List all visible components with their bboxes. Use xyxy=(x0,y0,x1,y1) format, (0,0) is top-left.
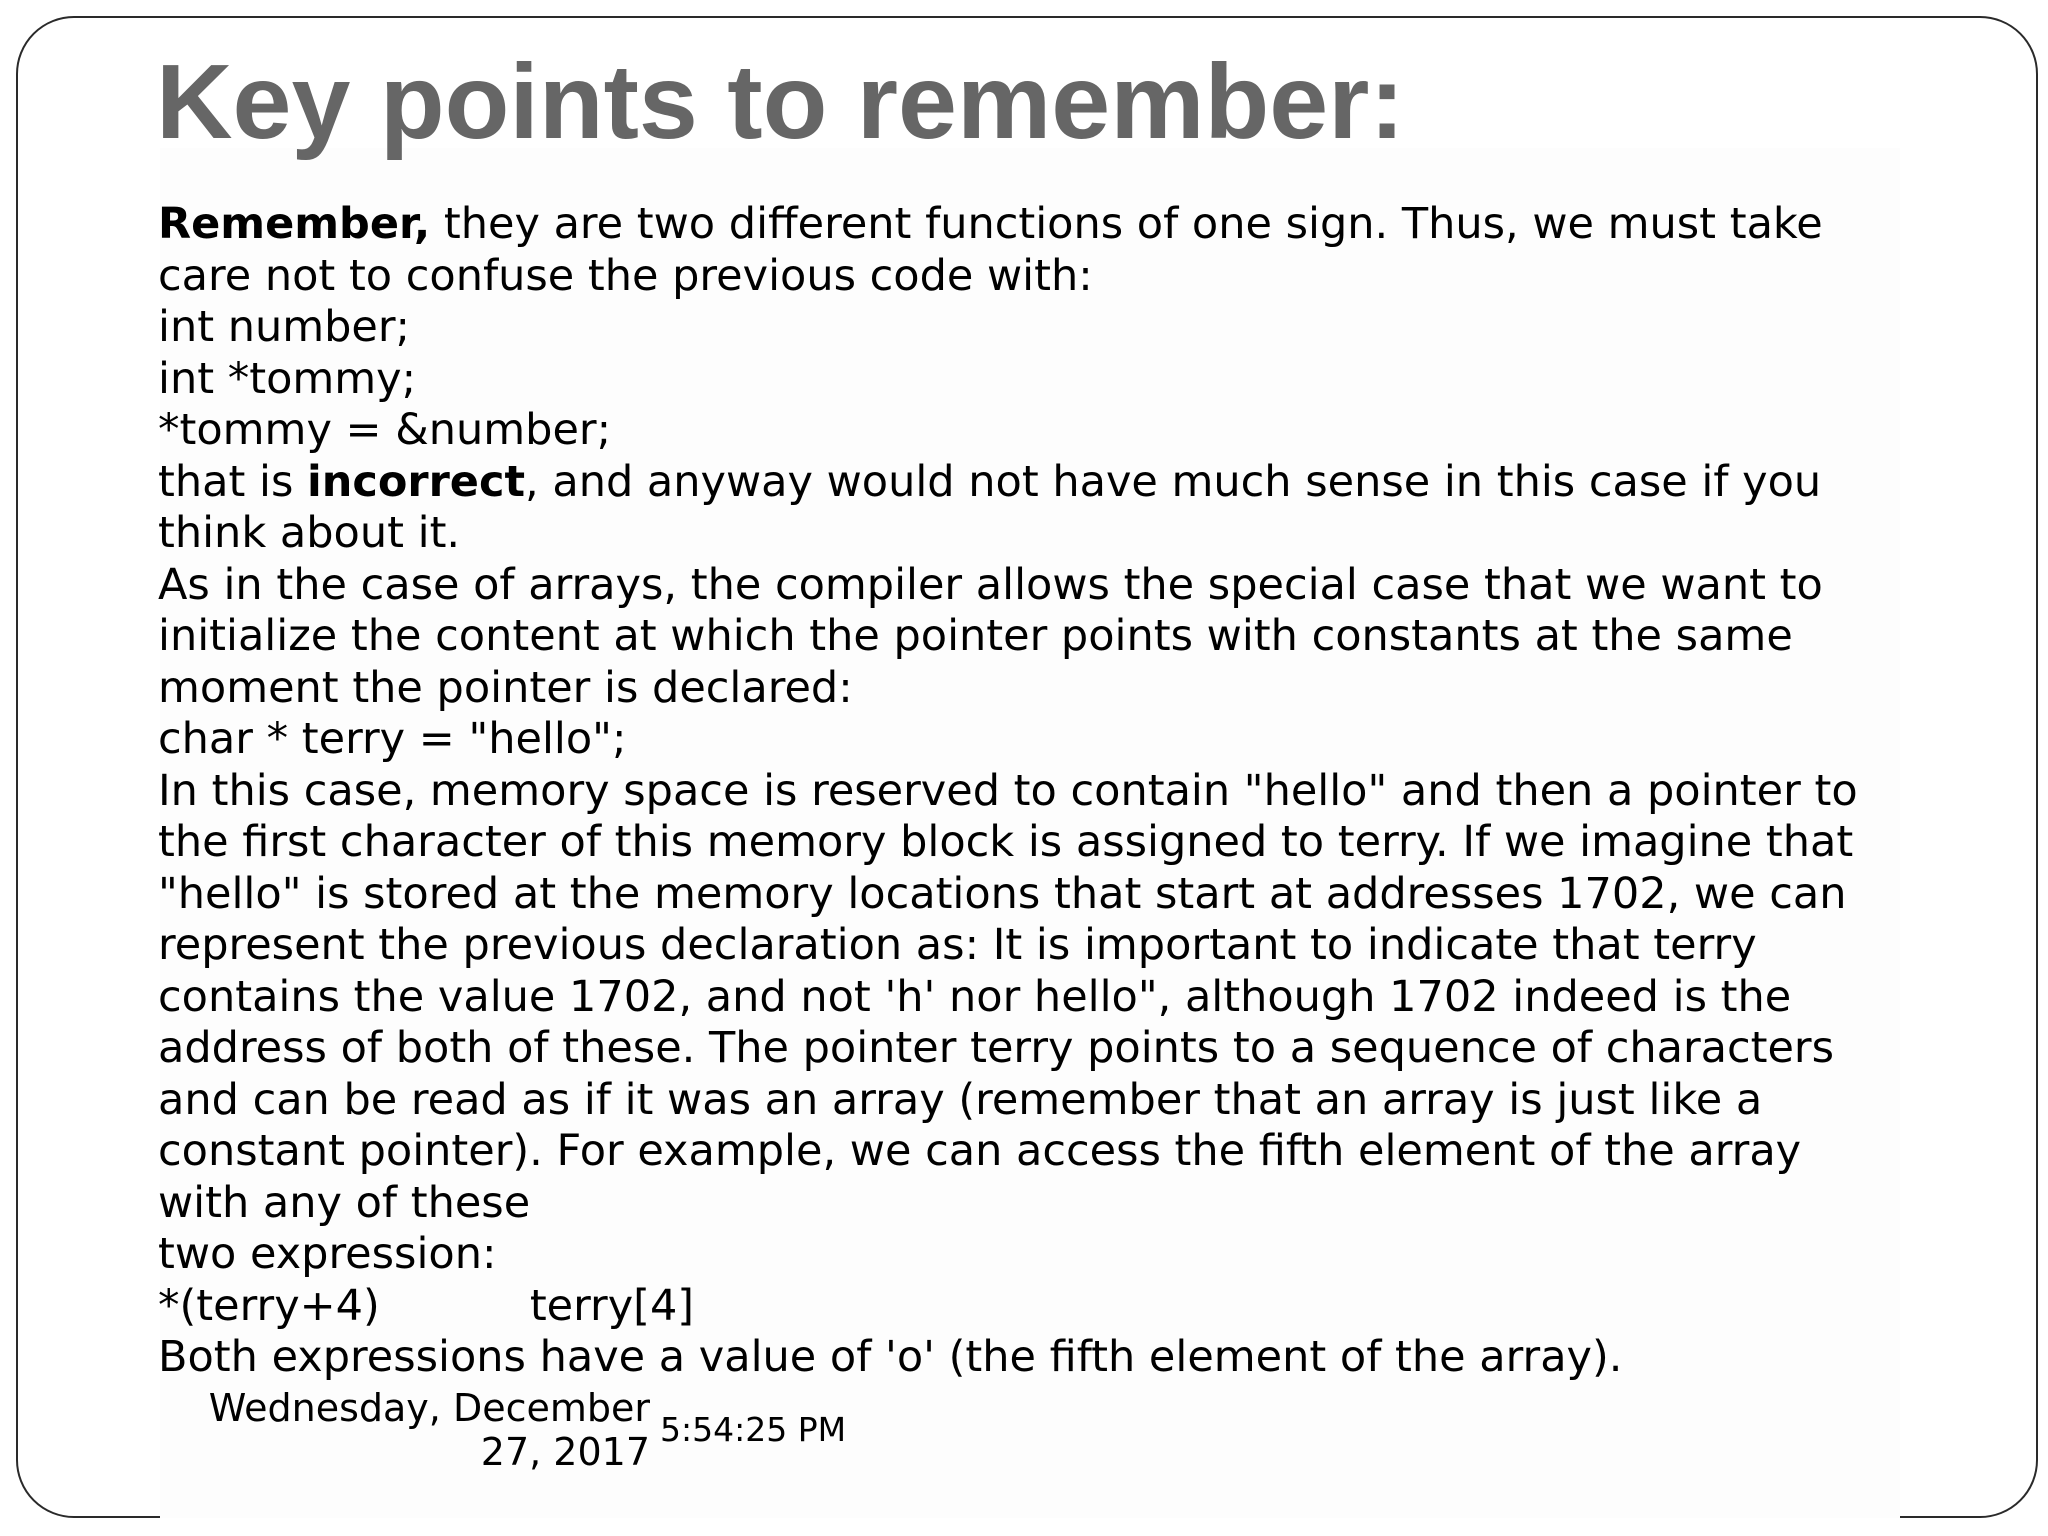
paragraph-memory-line: represent the previous declaration as: It is important to indicate that terry xyxy=(158,920,1757,970)
paragraph-remember-line-1 xyxy=(158,199,1918,251)
footer-date-line-2: 27, 2017 xyxy=(480,1430,650,1474)
paragraph-memory-line: In this case, memory space is reserved to contain "hello" and then a pointer to xyxy=(158,765,1858,816)
paragraph-incorrect-line-2: think about it. xyxy=(158,508,461,558)
paragraph-arrays-line: moment the pointer is declared: xyxy=(158,662,853,713)
remember-lead: Remember, xyxy=(158,199,431,249)
paragraph-memory-line: the first character of this memory block is assigned to terry. If we imagine that xyxy=(158,817,1854,867)
paragraph-memory-line: with any of these xyxy=(158,1177,531,1228)
code-line: *tommy = &number; xyxy=(158,405,612,455)
paragraph-memory-line: two expression: xyxy=(158,1229,497,1279)
expression-index: terry[4] xyxy=(529,1280,695,1331)
paragraph-memory-line: contains the value 1702, and not 'h' nor hello", although 1702 indeed is the xyxy=(158,971,1792,1022)
slide-title: Key points to remember: xyxy=(156,43,1405,161)
paragraph-incorrect-line-1 xyxy=(158,457,1918,509)
paragraph-memory-line: address of both of these. The pointer terry points to a sequence of characters xyxy=(158,1023,1835,1073)
footer-date xyxy=(170,1386,650,1474)
conclusion-line: Both expressions have a value of 'o' (the fifth element of the array). xyxy=(158,1332,1623,1382)
code-line: int *tommy; xyxy=(158,353,417,404)
incorrect-word: incorrect xyxy=(307,456,526,507)
expressions-line xyxy=(158,1281,1918,1333)
code-line: int number; xyxy=(158,302,411,352)
incorrect-prefix: that is xyxy=(158,456,308,507)
paragraph-arrays-line: initialize the content at which the pointer points with constants at the same xyxy=(158,611,1793,661)
footer-time: 5:54:25 PM xyxy=(660,1410,847,1449)
footer-date-line-1: Wednesday, December xyxy=(208,1386,650,1430)
remember-text: they are two different functions of one sign. Thus, we must take xyxy=(430,199,1823,249)
paragraph-memory-line: "hello" is stored at the memory locations that start at addresses 1702, we can xyxy=(158,868,1847,919)
declaration-line: char * terry = "hello"; xyxy=(158,714,627,764)
paragraph-remember-line-2: care not to confuse the previous code with: xyxy=(158,250,1093,301)
expression-pointer: *(terry+4) xyxy=(158,1280,380,1331)
incorrect-suffix: , and anyway would not have much sense in this case if you xyxy=(525,456,1822,507)
paragraph-memory-line: constant pointer). For example, we can access the fifth element of the array xyxy=(158,1126,1802,1176)
slide-body xyxy=(158,199,1918,1384)
paragraph-arrays-line: As in the case of arrays, the compiler allows the special case that we want to xyxy=(158,559,1823,610)
paragraph-memory-line: and can be read as if it was an array (remember that an array is just like a xyxy=(158,1074,1763,1125)
